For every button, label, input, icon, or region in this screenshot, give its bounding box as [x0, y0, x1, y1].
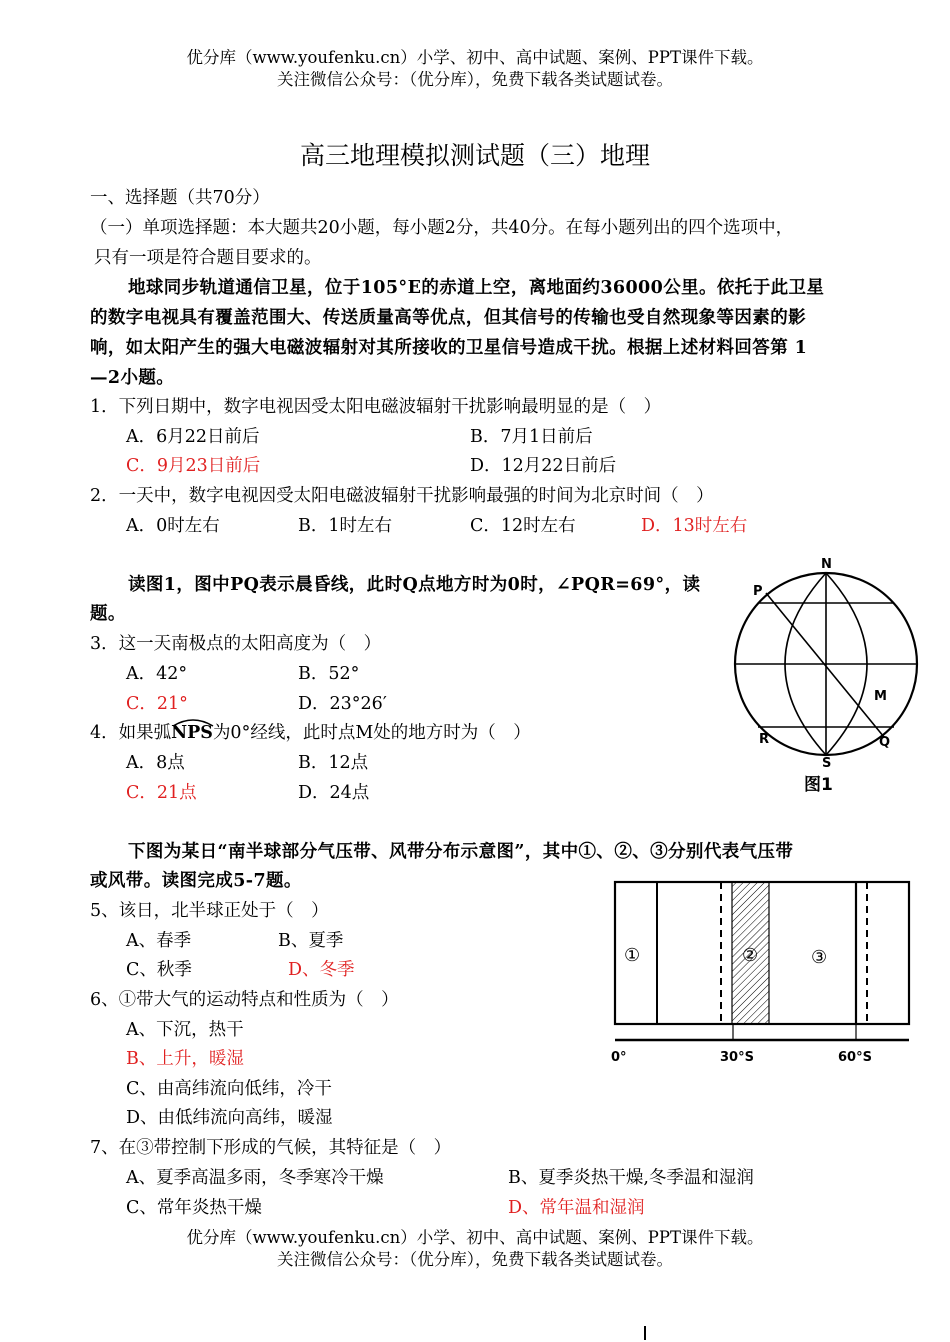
q6-option-d: D、由低纬流向高纬，暖湿: [126, 1108, 333, 1128]
q2-option-d: D．13时左右: [641, 516, 748, 536]
q6-option-a: A、下沉，热干: [126, 1020, 244, 1040]
section-heading: 一、选择题（共70分）: [90, 188, 270, 208]
belt2-label: ②: [742, 945, 759, 966]
q5-option-a: A、春季: [126, 931, 192, 951]
passage3-line1: 下图为某日“南半球部分气压带、风带分布示意图”，其中①、②、③分别代表气压带: [128, 842, 794, 862]
passage2-line2: 题。: [90, 604, 126, 624]
q6-option-c: C、由高纬流向低纬，冷干: [126, 1079, 332, 1099]
page-title: 高三地理模拟测试题（三）地理: [299, 141, 650, 170]
site-footer-line1: 优分库（www.youfenku.cn）小学、初中、高中试题、案例、PPT课件下载。: [186, 1228, 764, 1247]
label-q: Q: [879, 735, 891, 750]
instructions-line2: 只有一项是符合题目要求的。: [94, 248, 322, 268]
q7-option-d: D、常年温和湿润: [508, 1198, 645, 1218]
belt3-label: ③: [811, 947, 828, 968]
passage1-line3: 响，如太阳产生的强大电磁波辐射对其所接收的卫星信号造成干扰。根据上述材料回答第 1: [90, 338, 808, 358]
passage3-line2: 或风带。读图完成5-7题。: [90, 871, 302, 891]
q4-option-d: D．24点: [298, 783, 370, 803]
q4-stem-suffix: 为0°经线，此时点M处的地方时为（ ）: [212, 723, 531, 743]
site-footer-line2: 关注微信公众号：（优分库），免费下载各类试题试卷。: [277, 1250, 673, 1269]
q2-option-c: C．12时左右: [470, 516, 576, 536]
instructions-line1: （一）单项选择题：本大题共20小题，每小题2分，共40分。在每小题列出的四个选项中，: [90, 218, 794, 238]
passage1-line2: 的数字电视具有覆盖范围大、传送质量高等优点，但其信号的传输也受自然现象等因素的影: [90, 308, 806, 328]
label-p: P: [753, 584, 763, 599]
q5-option-d: D、冬季: [288, 960, 355, 980]
q2-stem: 2．一天中，数字电视因受太阳电磁波辐射干扰影响最强的时间为北京时间（ ）: [90, 486, 714, 506]
tick-label-60s: 60°S: [838, 1050, 872, 1065]
q5-option-b: B、夏季: [278, 931, 344, 951]
q7-option-c: C、常年炎热干燥: [126, 1198, 262, 1218]
tick-label-30s: 30°S: [720, 1050, 754, 1065]
passage1-line1: 地球同步轨道通信卫星，位于105°E的赤道上空，离地面约36000公里。依托于此卫星: [128, 278, 825, 298]
q3-option-a: A．42°: [126, 664, 188, 684]
site-header-line2: 关注微信公众号：（优分库），免费下载各类试题试卷。: [277, 70, 673, 89]
belt1-label: ①: [624, 945, 641, 966]
q7-option-a: A、夏季高温多雨，冬季寒冷干燥: [126, 1168, 384, 1188]
label-n: N: [821, 557, 832, 572]
q3-stem: 3．这一天南极点的太阳高度为（ ）: [90, 634, 382, 654]
q2-option-b: B．1时左右: [298, 516, 392, 536]
q3-option-d: D．23°26′: [298, 694, 387, 714]
q2-option-a: A．0时左右: [126, 516, 220, 536]
site-header-line1: 优分库（www.youfenku.cn）小学、初中、高中试题、案例、PPT课件下载。: [186, 48, 764, 67]
figure1-caption: 图1: [804, 775, 833, 795]
q4-arc-label: [171, 723, 213, 743]
q4-arc-text: NPS: [171, 723, 213, 743]
passage2-line1: 读图1，图中PQ表示晨昏线，此时Q点地方时为0时，∠PQR=69°，读: [128, 575, 701, 595]
q7-stem: 7、在③带控制下形成的气候，其特征是（ ）: [90, 1138, 452, 1158]
passage1-line4: —2小题。: [90, 368, 175, 388]
arc-mark-icon: [171, 717, 215, 727]
figure2-belt-diagram: [608, 876, 914, 1072]
q3-option-b: B．52°: [298, 664, 360, 684]
q1-stem: 1．下列日期中，数字电视因受太阳电磁波辐射干扰影响最明显的是（ ）: [90, 397, 662, 417]
label-s: S: [822, 756, 832, 771]
page-mark: [644, 1326, 646, 1340]
tick-label-0: 0°: [611, 1050, 627, 1065]
q4-option-c: C．21点: [126, 783, 197, 803]
q5-stem: 5、该日，北半球正处于（ ）: [90, 901, 329, 921]
q1-option-c: C．9月23日前后: [126, 456, 261, 476]
q1-option-d: D．12月22日前后: [470, 456, 617, 476]
q5-option-c: C、秋季: [126, 960, 192, 980]
q4-option-b: B．12点: [298, 753, 369, 773]
q6-option-b: B、上升，暖湿: [126, 1049, 244, 1069]
label-r: R: [759, 732, 770, 747]
figure1-globe-diagram: [726, 555, 926, 800]
q1-option-b: B．7月1日前后: [470, 427, 593, 447]
label-m: M: [874, 689, 887, 704]
q6-stem: 6、①带大气的运动特点和性质为（ ）: [90, 990, 399, 1010]
q4-stem-prefix: 4．如果弧: [90, 723, 172, 743]
q3-option-c: C．21°: [126, 694, 188, 714]
q4-stem: [90, 719, 531, 744]
q7-option-b: B、夏季炎热干燥,冬季温和湿润: [508, 1168, 754, 1188]
q4-option-a: A．8点: [126, 753, 185, 773]
q1-option-a: A．6月22日前后: [126, 427, 260, 447]
